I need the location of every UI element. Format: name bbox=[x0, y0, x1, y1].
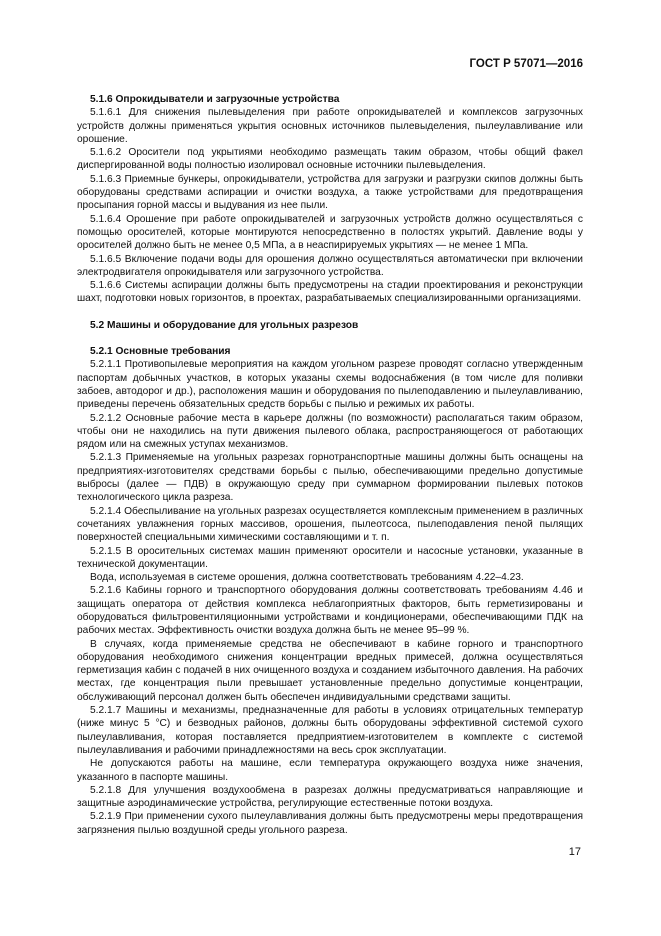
paragraph: 5.1.6.6 Системы аспирации должны быть предусмотрены на стадии проектирования и реконструкции шахт, подготовки новых горизонтов, в проектах, разрабатываемых специализированными организациями. bbox=[77, 280, 583, 305]
paragraph: 5.2.1.9 При применении сухого пылеулавливания должны быть предусмотрены меры предотвращения загрязнения пылью воздушной среды угольного разреза. bbox=[77, 811, 583, 836]
standard-header: ГОСТ Р 57071—2016 bbox=[469, 58, 583, 70]
paragraph: 5.2.1.7 Машины и механизмы, предназначенные для работы в условиях отрицательных температур (ниже минус 5 °С) и безводных районов, должны быть оборудованы эффективной системой сухого пылеулавливания, которая поставляется предприятием-изготовителем в комплекте с системой пылеулавливания и рабочими принадлежностями на весь срок эксплуатации. bbox=[77, 705, 583, 756]
paragraph: Не допускаются работы на машине, если температура окружающего воздуха ниже значения, указанного в паспорте машины. bbox=[77, 758, 583, 783]
heading-5-1-6: 5.1.6 Опрокидыватели и загрузочные устройства bbox=[90, 94, 340, 105]
paragraph: 5.2.1.2 Основные рабочие места в карьере должны (по возможности) располагаться таким образом, чтобы они не находились на пути движения пылевого облака, распространяющегося от работающих рядом или на смежных уступах механизмов. bbox=[77, 412, 583, 451]
paragraph: В случаях, когда применяемые средства не обеспечивают в кабине горного и транспортного оборудования необходимого снижения концентрации вредных примесей, должна осуществляться герметизация кабин с подачей в них очищенного воздуха и созданием избыточного давления. На рабочих местах, где концентрация пыли превышает установленные предельно допустимые концентрации, обслуживающий персонал должен быть обеспечен индивидуальными средствами защиты. bbox=[77, 638, 583, 703]
heading-5-2-1: 5.2.1 Основные требования bbox=[90, 346, 231, 358]
paragraph: 5.1.6.4 Орошение при работе опрокидывателей и загрузочных устройств должно осуществляться с помощью оросителей, которые монтируются непосредственно в полостях укрытий. Давление воды у оросителей должно быть не менее 0,5 МПа, а в неаспирируемых укрытиях — не менее 1 МПа. bbox=[77, 213, 583, 252]
paragraph: 5.2.1.8 Для улучшения воздухообмена в разрезах должны предусматриваться направляющие и защитные аэродинамические устройства, регулирующие естественные потоки воздуха. bbox=[77, 784, 583, 810]
paragraph: 5.2.1.4 Обеспыливание на угольных разрезах осуществляется комплексным применением в различных сочетаниях увлажнения горных массивов, орошения, пылеотсоса, пылеподавления пеной пылящих поверхностей специальными химическими составляющими и т. п. bbox=[77, 505, 583, 544]
paragraph: Вода, используемая в системе орошения, должна соответствовать требованиям 4.22–4.23. bbox=[90, 572, 524, 584]
paragraph: 5.2.1.5 В оросительных системах машин применяют оросители и насосные установки, указанные в технической документации. bbox=[77, 545, 583, 570]
document-body bbox=[77, 93, 583, 837]
paragraph: 5.2.1.6 Кабины горного и транспортного оборудования должны соответствовать требованиям 4.46 и защищать оператора от действия комплекса неблагоприятных факторов, быть герметизированы и оборудоваться фильтровентиляционными устройствами и кондиционерами, обеспечивающими ПДК на рабочих местах. Эффективность очистки воздуха должна быть не менее 95–99 %. bbox=[77, 585, 583, 637]
paragraph: 5.2.1.3 Применяемые на угольных разрезах горнотранспортные машины должны быть оснащены на предприятиях-изготовителях средствами борьбы с пылью, обеспечивающими предельно допустимые выбросы (далее — ПДВ) в окружающую среду при суммарном формировании пылевых потоков технологического цикла разреза. bbox=[77, 452, 583, 504]
paragraph: 5.1.6.1 Для снижения пылевыделения при работе опрокидывателей и комплексов загрузочных устройств должны применяться укрытия основных источников пылевыделения, пылеулавливание или орошение. bbox=[77, 107, 583, 145]
page-number: 17 bbox=[568, 846, 581, 858]
paragraph: 5.1.6.5 Включение подачи воды для орошения должно осуществляться автоматически при включении электродвигателя опрокидывателя или загрузочного устройства. bbox=[77, 253, 583, 278]
paragraph: 5.2.1.1 Противопылевые мероприятия на каждом угольном разрезе проводят согласно утвержденным паспортам добычных участков, в которых указаны схемы водоснабжения (в том числе для поливки забоев, автодорог и др.), расположения машин и оборудования по пылеподавлению и пылеулавливанию, приведены перечень обязательных средств борьбы с пылью и режимых их работы. bbox=[77, 359, 583, 411]
section-heading-5-2: 5.2 Машины и оборудование для угольных разрезов bbox=[90, 319, 359, 331]
paragraph: 5.1.6.2 Оросители под укрытиями необходимо размещать таким образом, чтобы общий факел диспергированной воды полностью изолировал основные источники пылевыделения. bbox=[77, 147, 583, 172]
paragraph: 5.1.6.3 Приемные бункеры, опрокидыватели, устройства для загрузки и разгрузки скипов должны быть оборудованы средствами аспирации и очистки воздуха, а также устройствами для предотвращения просыпания горной массы и выдувания из нее пыли. bbox=[77, 173, 583, 212]
